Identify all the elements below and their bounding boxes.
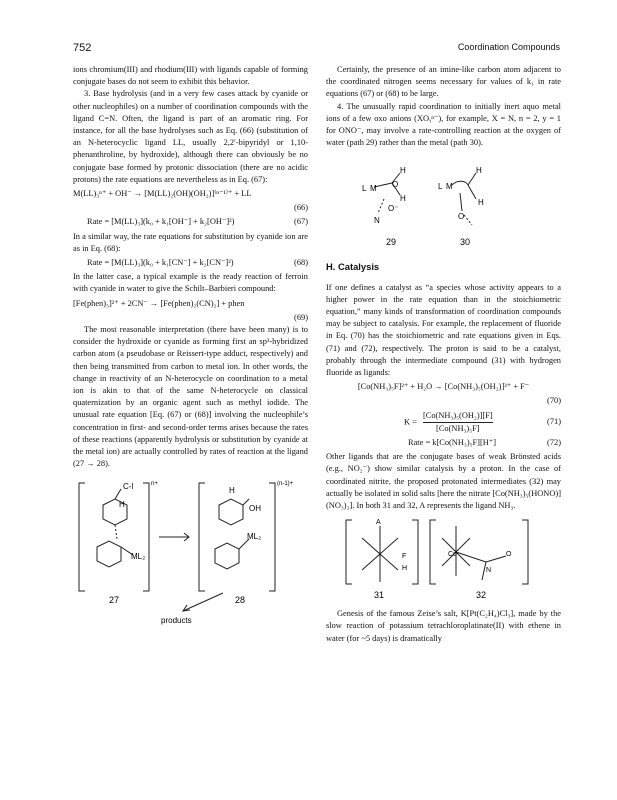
equation-number: (69) — [294, 312, 308, 322]
figure-29-30 — [326, 159, 561, 251]
label-oh: OH — [249, 503, 261, 513]
label-h: H — [119, 499, 125, 509]
compound-31-label: 31 — [374, 590, 385, 601]
label-a: A — [376, 519, 381, 527]
bracket — [79, 483, 85, 591]
fraction-numerator: [Co(NH₃)₅(OH₂)][F] — [423, 410, 493, 423]
equation-68: Rate = [M(LL)₃](k₀ + k₁[CN⁻] + k₂[CN⁻]²) (68) — [87, 258, 308, 268]
label-m: M — [370, 184, 377, 194]
products-label: products — [161, 615, 192, 625]
figure-27-28 — [73, 477, 308, 627]
label-l: L — [438, 182, 443, 192]
figure-31-32 — [326, 516, 561, 602]
label-o-minus: O⁻ — [388, 204, 399, 214]
fraction-denominator: [Co(NH₃)₅F] — [436, 423, 480, 433]
label-n: N — [374, 216, 380, 226]
compound-28-label: 28 — [235, 594, 246, 605]
paragraph: In a similar way, the rate equations for substitution by cyanide ion are as in Eq. (68): — [73, 231, 308, 253]
paragraph: The most reasonable interpretation (there have been many) is to consider the hydroxide or cyanide as forming first an sp³-hybridized carbon atom (a pseudobase or Reissert-type adduct, respectively) and then being transmitted from carbon to metal ion. In other words, the change in reactivity of an N-heterocycle on coordination to a metal ion is akin to that of the same N-heterocycle on classical quaternization by an organic agent such as methyl iodide. The unusual rate equation [Eq. (67) or (68)] involving the nucleophile’s concentration in first- and second-order terms arises because the rates of these reactions (apparently hydrolysis or substitution by cyanide at the metal ion) are actually controlled by rates of reaction at the ligand (27 → 28). — [73, 325, 308, 469]
left-column — [73, 64, 308, 627]
compound-32-label: 32 — [476, 590, 487, 601]
label-m: M — [446, 182, 453, 192]
label-cl: C-l — [123, 481, 134, 491]
label-n: N — [486, 567, 492, 575]
paragraph: If one defines a catalyst as “a species whose activity appears to a higher power in the rate equation than in the stoichiometric equation,” many kinds of transformation of coordination compounds may be subject to catalysis. For example, the replacement of fluoride in Eq. (70) has the stoichiometric and rate equations given in Eqs. (71) and (72), respectively. The proton is said to be a catalyst, probably through the intermediate compound (31) with hydrogen fluoride as ligands: — [326, 282, 561, 378]
bracket — [269, 483, 275, 591]
equation-66: M(LL)₃ⁿ⁺ + OH⁻ → [M(LL)₂(OH)(OH₂)]⁽ⁿ⁻¹⁾⁺ + LL — [73, 189, 252, 199]
label-f: F — [402, 553, 407, 561]
label-h: H — [478, 198, 484, 208]
page-number: 752 — [73, 42, 92, 54]
label-o: O — [506, 551, 512, 559]
right-column — [326, 64, 561, 645]
paragraph: 4. The unusually rapid coordination to initially inert aquo metal ions of a few oxo anions (XOᵧⁿ⁻), for example, X = N, n = 2, y = 1 for ONO⁻, may involve a rate-controlling reaction at the oxygen of water (path 29) rather than the metal (path 30). — [326, 101, 561, 148]
equation-71: K = $\frac{\text{[Co(NH₃)₅(OH₂)][F]}}{\text{[Co(NH₃)₅F]}}$ (71) — [326, 410, 561, 435]
label-h: H — [400, 166, 406, 176]
label-h: H — [229, 485, 235, 495]
label-h: H — [476, 166, 482, 176]
label-ml2: ML₂ — [131, 551, 146, 561]
charge-28: (n-1)+ — [277, 480, 294, 487]
pyridine-ring — [215, 543, 239, 569]
pyridine-ring — [97, 541, 121, 567]
label-l: L — [362, 184, 367, 194]
paragraph: Other ligands that are the conjugate bases of weak Brönsted acids (e.g., NO₂⁻) show similar catalysis by a proton. In the case of coordinated nitrite, the proposed protonated intermediates (32) may actually be isolated in solid salts [here the nitrate [Co(NH₃)₅(HONO)](NO₃)₂]. In both 31 and 32, A represents the ligand NH₃. — [326, 452, 561, 511]
label-o: O — [458, 212, 465, 222]
label-h: H — [400, 194, 406, 204]
equation-number: (70) — [547, 396, 561, 406]
label-ml2: ML₂ — [247, 531, 262, 541]
bracket — [143, 483, 149, 591]
compound-27-label: 27 — [109, 594, 120, 605]
pyridine-ring — [219, 499, 243, 525]
paragraph: Certainly, the presence of an imine-like carbon atom adjacent to the coordinated nitrogen seems necessary for values of k₁ in rate equations (67) or (68) to be large. — [326, 65, 561, 99]
running-title: Coordination Compounds — [457, 42, 560, 52]
paragraph: ions chromium(III) and rhodium(III) with ligands capable of forming conjugate bases do not seem to exhibit this behavior. — [73, 65, 308, 87]
label-h: H — [402, 565, 408, 573]
bracket — [199, 483, 205, 591]
paragraph: 3. Base hydrolysis (and in a very few cases attack by cyanide or other nucleophiles) on a number of coordination compounds with the ligand C=N. Often, the ligand is part of an aromatic ring. For instance, for all the base hydrolyses such as Eq. (66) (substitution of an N-heterocyclic ligand LL, usually 2,2′-bipyridyl or 1,10-phenanthroline, by hydroxide), although there can obviously be no conjugate base formed by protonic dissociation (there are no acidic protons) the rate equations are nevertheless as in Eq. (67): — [73, 89, 308, 184]
equation-67: Rate = [M(LL)₃](k₀ + k₁[OH⁻] + k₂[OH⁻]²) (67) — [87, 217, 308, 227]
compound-30-label: 30 — [460, 237, 471, 248]
charge-27: n+ — [151, 480, 158, 487]
equation-72: Rate = k[Co(NH₃)₅F][H⁺] (72) — [408, 438, 561, 448]
compound-29-label: 29 — [386, 237, 397, 248]
paragraph: Genesis of the famous Zeise’s salt, K[Pt(C₂H₄)Cl₃], made by the slow reaction of potassium tetrachloroplatinate(II) with ethene in water (for ~5 days) is dramatically — [326, 609, 561, 643]
equation-69: [Fe(phen)₃]²⁺ + 2CN⁻ → [Fe(phen)₂(CN)₂] + phen — [73, 298, 245, 308]
section-heading: H. Catalysis — [326, 261, 380, 273]
equation-70: [Co(NH₃)₅F]²⁺ + H₂O → [Co(NH₃)₅(OH₂)]³⁺ + F⁻ — [357, 382, 530, 392]
equation-number: (66) — [294, 203, 308, 213]
paragraph: In the latter case, a typical example is the ready reaction of ferroin with cyanide in water to give the Schilt–Barbieri compound: — [73, 272, 308, 294]
label-o: O — [392, 180, 399, 190]
label-co: Co — [448, 551, 457, 559]
